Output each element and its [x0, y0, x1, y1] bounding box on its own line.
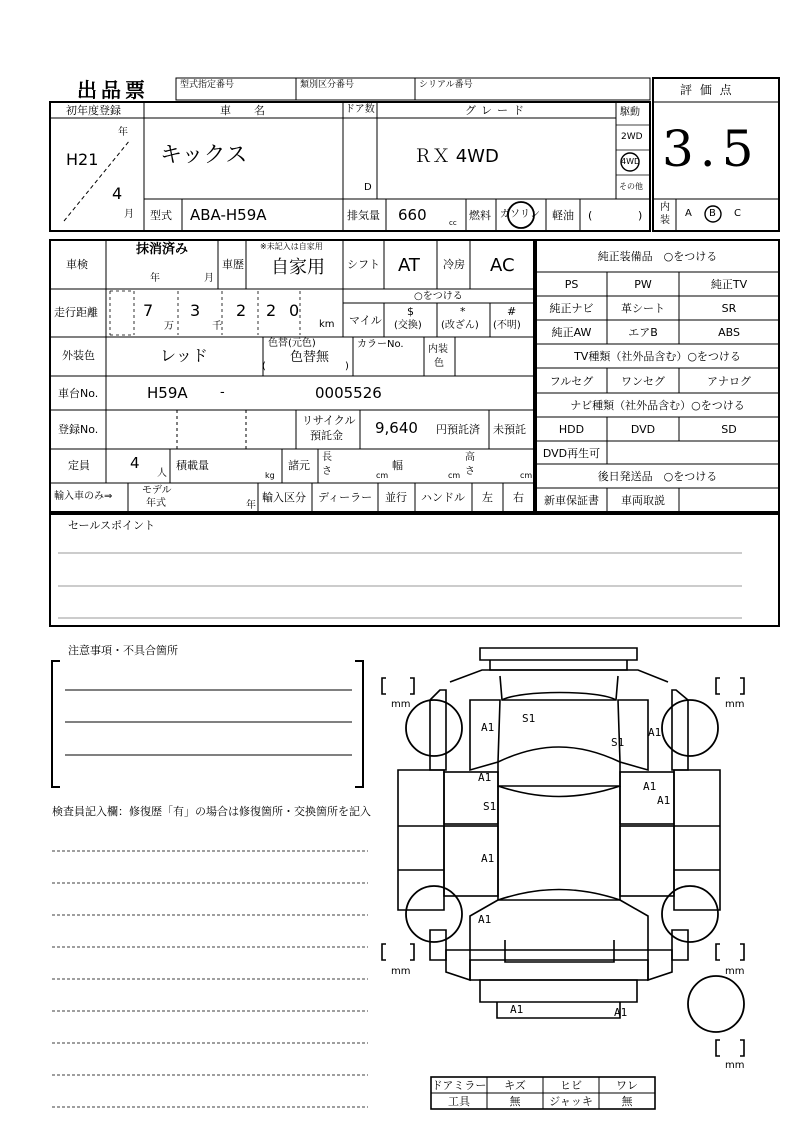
equip-abs: ABS: [718, 325, 740, 339]
mileage-unknown-label: (不明): [493, 320, 521, 331]
interior-color-label-2: 色: [434, 358, 444, 369]
history-label: 車歴: [222, 258, 244, 271]
shift-value: AT: [398, 255, 420, 276]
length-label-2: さ: [322, 466, 332, 477]
equip-ps: PS: [564, 277, 579, 291]
interior-label-1: 内: [660, 202, 670, 213]
mm-label-front-right: mm: [725, 699, 745, 710]
mileage-digit-1: 7: [143, 301, 154, 320]
exterior-color-label: 外装色: [62, 349, 95, 362]
exterior-color-value: レッド: [160, 346, 208, 365]
damage-mark: S1: [522, 712, 536, 725]
recycle-label-1: リサイクル: [302, 414, 356, 427]
mm-label-spare: mm: [725, 1060, 745, 1071]
first-reg-year: H21: [66, 150, 99, 169]
model-year-label-2: 年式: [146, 498, 166, 509]
footer-header-crack: ヒビ: [560, 1079, 582, 1092]
fuel-gasoline: ガソリン: [500, 209, 540, 220]
door-d-label: D: [364, 182, 372, 193]
height-label-1: 高: [465, 452, 475, 463]
displacement-value: 660: [398, 206, 427, 224]
fuel-paren-open: (: [588, 209, 593, 222]
drive-other: その他: [619, 182, 643, 191]
shaken-value: 抹消済み: [136, 242, 189, 257]
damage-mark: A1: [481, 721, 495, 734]
repaint-paren-open: (: [262, 361, 266, 372]
color-no-label: カラーNo.: [357, 339, 404, 350]
mileage-circle-note: ○をつける: [414, 291, 463, 302]
import-division-label: 輸入区分: [262, 491, 306, 504]
mileage-exchange-mark: $: [407, 305, 414, 318]
recycle-deposited: 円預託済: [436, 423, 480, 436]
recycle-not-deposited: 未預託: [493, 423, 526, 436]
equip-tv: 純正TV: [710, 278, 748, 291]
equip-pw: PW: [634, 277, 652, 291]
mm-label-rear-left: mm: [391, 966, 411, 977]
category-number-label: 類別区分番号: [300, 80, 355, 90]
mileage-mile-label: マイル: [349, 314, 382, 327]
damage-mark: S1: [483, 800, 497, 813]
first-reg-month: 4: [112, 184, 123, 203]
load-unit: kg: [265, 471, 275, 480]
interior-grade-a: A: [685, 208, 692, 219]
serial-number-label: シリアル番号: [419, 80, 473, 90]
import-left: 左: [482, 491, 493, 504]
drive-2wd: 2WD: [621, 132, 643, 142]
mileage-unit-man: 万: [164, 321, 174, 332]
damage-mark: A1: [614, 1006, 628, 1019]
tv-type-title: TV種類（社外品含む）○をつける: [574, 350, 741, 363]
sales-point-label: セールスポイント: [68, 519, 156, 532]
width-unit: cm: [448, 471, 461, 480]
import-only-label: 輸入車のみ⇒: [54, 491, 113, 502]
damage-mark: A1: [510, 1003, 524, 1016]
inspector-label: 検査員記入欄：修復歴「有」の場合は修復箇所・交換箇所を記入: [52, 805, 371, 818]
damage-mark: A1: [648, 726, 662, 739]
ac-label: 冷房: [443, 258, 465, 271]
import-handle: ハンドル: [421, 491, 465, 504]
capacity-value: 4: [130, 454, 140, 472]
import-dealer: ディーラー: [318, 491, 373, 504]
door-count-label: ドア数: [345, 104, 375, 115]
footer-jack-value: 無: [621, 1095, 633, 1108]
navi-sd: SD: [721, 422, 737, 436]
fuel-paren-close: ): [638, 209, 643, 222]
form-title: 出品票: [77, 78, 149, 102]
footer-tools-value: 無: [509, 1095, 521, 1108]
mileage-tamper-mark: *: [460, 305, 466, 318]
equip-airbag: エアB: [628, 326, 658, 339]
model-value: ABA-H59A: [190, 206, 267, 224]
car-name-value: キックス: [160, 143, 248, 168]
shaken-year-unit: 年: [150, 273, 160, 284]
score-value: 3.5: [662, 120, 760, 178]
width-label: 幅: [392, 459, 403, 472]
mileage-unit-sen: 千: [212, 321, 222, 332]
mileage-exchange-label: (交換): [394, 320, 422, 331]
mileage-tamper-label: (改ざん): [441, 320, 479, 331]
footer-jack-label: ジャッキ: [549, 1095, 593, 1108]
drive-label: 駆動: [620, 107, 640, 118]
repaint-label: 色替(元色): [268, 338, 316, 349]
mileage-digit-3: 2: [236, 301, 247, 320]
car-body-diagram: [382, 648, 744, 1056]
load-label: 積載量: [176, 459, 209, 472]
equip-leather: 革シート: [621, 302, 665, 315]
dimensions-label: 諸元: [288, 459, 310, 472]
damage-mark: S1: [611, 736, 625, 749]
damage-mark: A1: [478, 913, 492, 926]
tv-fullseg: フルセグ: [549, 374, 594, 388]
car-name-label: 車 名: [220, 104, 271, 117]
damage-mark: A1: [657, 794, 671, 807]
fuel-light-oil: 軽油: [552, 209, 574, 222]
navi-type-title: ナビ種類（社外品含む）○をつける: [570, 399, 745, 412]
mileage-unknown-mark: #: [507, 305, 517, 318]
navi-hdd: HDD: [558, 422, 585, 436]
damage-mark: A1: [478, 771, 492, 784]
import-right: 右: [513, 491, 524, 504]
fuel-label: 燃料: [469, 209, 491, 222]
mileage-digit-2: 3: [190, 301, 201, 320]
footer-tools-label: 工具: [448, 1095, 470, 1108]
dvd-playable: DVD再生可: [542, 446, 601, 460]
equip-aw: 純正AW: [551, 326, 592, 339]
length-unit: cm: [376, 471, 389, 480]
repaint-paren-close: ): [345, 361, 349, 372]
type-designation-label: 型式指定番号: [180, 80, 235, 90]
import-parallel: 並行: [385, 491, 407, 504]
first-reg-label: 初年度登録: [66, 104, 121, 117]
recycle-label-2: 預託金: [310, 429, 343, 442]
chassis-number: 0005526: [315, 384, 382, 402]
later-shipment-title: 後日発送品 ○をつける: [597, 470, 718, 483]
interior-grade-b: B: [709, 208, 716, 219]
footer-header-break: ワレ: [616, 1079, 638, 1092]
displacement-label: 排気量: [347, 209, 380, 222]
mileage-unit-km: km: [319, 319, 335, 330]
capacity-label: 定員: [68, 459, 90, 472]
equip-navi: 純正ナビ: [549, 302, 594, 315]
height-label-2: さ: [465, 466, 475, 477]
mm-label-front-left: mm: [391, 699, 411, 710]
capacity-unit: 人: [157, 468, 167, 479]
repaint-value: 色替無: [290, 350, 330, 365]
drive-4wd: 4WD: [621, 157, 641, 166]
mileage-digit-4: 2: [266, 301, 277, 320]
mileage-digit-5: 0: [289, 301, 300, 320]
interior-grade-c: C: [734, 208, 741, 219]
score-label: 評 価 点: [680, 83, 734, 97]
recycle-value: 9,640: [375, 419, 418, 437]
shift-label: シフト: [347, 258, 380, 271]
footer-header-scratch: キズ: [504, 1079, 526, 1092]
tv-oneseg: ワンセグ: [621, 374, 665, 388]
footer-header-mirror: ドアミラー: [431, 1079, 487, 1092]
chassis-label: 車台No.: [58, 387, 99, 400]
tv-analog: アナログ: [707, 374, 751, 388]
mm-label-rear-right: mm: [725, 966, 745, 977]
length-label-1: 長: [322, 452, 332, 463]
grade-label: グレード: [465, 104, 529, 117]
equipment-title: 純正装備品 ○をつける: [597, 250, 718, 263]
first-reg-year-unit: 年: [118, 127, 128, 138]
mileage-label: 走行距離: [54, 306, 98, 319]
damage-mark: A1: [481, 852, 495, 865]
model-year-label-1: モデル: [142, 485, 172, 496]
equip-sr: SR: [721, 301, 737, 315]
caution-label: 注意事項・不具合箇所: [68, 644, 178, 657]
damage-mark: A1: [643, 780, 657, 793]
model-year-unit: 年: [246, 500, 256, 511]
interior-color-label-1: 内装: [428, 344, 448, 355]
history-value: 自家用: [271, 257, 325, 278]
shaken-label: 車検: [66, 258, 88, 271]
displacement-unit: cc: [449, 219, 457, 227]
grade-value: ＲＸ 4WD: [414, 146, 499, 167]
later-warranty: 新車保証書: [544, 494, 599, 507]
later-manual: 車両取説: [621, 494, 665, 507]
height-unit: cm: [520, 471, 533, 480]
registration-label: 登録No.: [58, 423, 99, 436]
navi-dvd: DVD: [630, 422, 656, 436]
history-note: ※未記入は自家用: [260, 242, 323, 251]
model-label: 型式: [150, 209, 172, 222]
first-reg-month-unit: 月: [124, 209, 134, 220]
shaken-month-unit: 月: [204, 273, 214, 284]
interior-label-2: 装: [660, 215, 670, 226]
chassis-dash: -: [220, 385, 225, 400]
ac-value: AC: [490, 255, 515, 276]
chassis-prefix: H59A: [147, 384, 188, 402]
